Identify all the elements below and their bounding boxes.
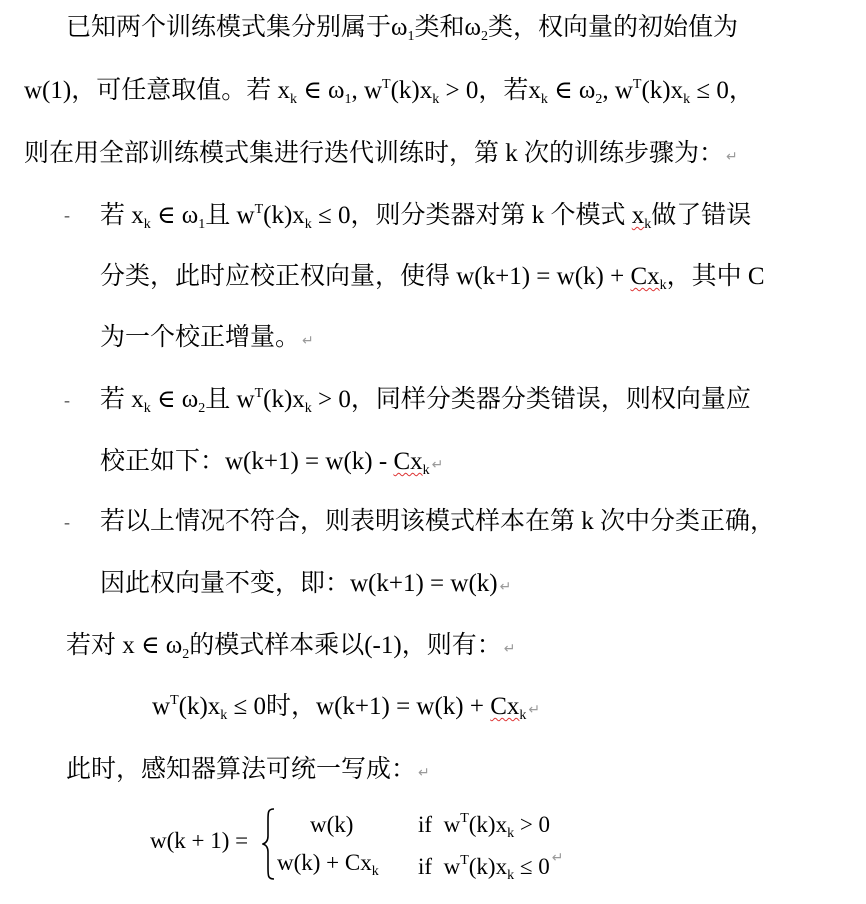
text: ，若 <box>478 77 529 104</box>
left-brace-icon <box>262 808 276 880</box>
sub: k <box>304 217 312 232</box>
sub: k <box>540 92 548 107</box>
condition-1 <box>277 77 479 107</box>
condition <box>131 386 206 416</box>
sub: k <box>644 217 652 232</box>
paragraph-mark: ↵ <box>302 333 314 349</box>
x: x <box>131 202 144 229</box>
cx: Cx <box>490 693 520 720</box>
rest: (k)x <box>263 202 305 229</box>
condition <box>236 202 351 232</box>
rest: (k)x <box>263 386 305 413</box>
bullet1-line1 <box>100 200 751 232</box>
formula1 <box>152 691 540 726</box>
text: 且 <box>205 202 231 229</box>
op: ≤ 0 <box>514 854 550 879</box>
text: 校正如下：w(k+1) = w(k) - <box>100 448 394 475</box>
bullet2-line1 <box>100 384 751 416</box>
sub: k <box>304 401 312 416</box>
sup: T <box>254 202 264 217</box>
bullet1-line3 <box>100 322 314 357</box>
text: 则在用全部训练模式集进行迭代训练时，第 k 次的训练步骤为： <box>24 140 725 167</box>
bullet-marker: - <box>64 390 70 410</box>
x: x <box>277 77 290 104</box>
formula2-lhs <box>150 828 248 854</box>
sub: 2 <box>198 401 206 416</box>
rest: (k)x <box>468 854 508 879</box>
sup: T <box>460 853 469 868</box>
paragraph-mark: ↵ <box>726 149 738 165</box>
op: ≤ 0 <box>690 77 729 104</box>
rest: (k)x <box>641 77 684 104</box>
bullet3-line1 <box>100 506 775 538</box>
sub: k <box>220 708 228 723</box>
paragraph-mark: ↵ <box>418 765 430 781</box>
sup: T <box>632 77 642 92</box>
text: 若 <box>100 202 126 229</box>
w: w <box>152 693 171 720</box>
sub: k <box>289 92 297 107</box>
text: 若以上情况不符合，则表明该模式样本在第 k 次中分类正确， <box>100 508 776 535</box>
op: > 0 <box>514 812 551 837</box>
sub: k <box>143 401 151 416</box>
text: 已知两个训练模式集分别属于 <box>66 14 392 41</box>
sup: T <box>460 811 469 826</box>
omega-symbol <box>464 14 488 44</box>
rest: (k)x <box>468 812 508 837</box>
rest: (k)x <box>390 77 433 104</box>
w: w <box>443 812 461 837</box>
op: > 0 <box>439 77 479 104</box>
in: ∈ ω <box>547 77 596 104</box>
formula2-case2-value <box>277 850 379 879</box>
w: w <box>443 854 461 879</box>
text: 因此权向量不变，即：w(k+1) = w(k) <box>100 570 498 597</box>
op: ≤ 0 <box>227 693 267 720</box>
condition <box>122 632 190 662</box>
sub: 1 <box>344 92 352 107</box>
formula2-case1-cond <box>418 811 551 841</box>
text: ，同样分类器分类错误，则权向量应 <box>350 386 751 413</box>
w: , w <box>602 77 633 104</box>
in: ∈ ω <box>150 202 199 229</box>
text: ，则分类器对第 k 个模式 <box>350 202 626 229</box>
w: w <box>236 202 255 229</box>
paragraph-mark: ↵ <box>528 702 541 718</box>
sub: 2 <box>182 647 190 662</box>
text: 且 <box>205 386 231 413</box>
paragraph-mark: ↵ <box>503 641 516 657</box>
condition <box>236 386 351 416</box>
bullet-marker: - <box>64 205 70 225</box>
text: 类，权向量的初始值为 <box>487 14 738 41</box>
sub: k <box>507 826 515 841</box>
in: ∈ ω <box>150 386 199 413</box>
omega-symbol <box>391 14 415 44</box>
omega: ω <box>464 14 481 41</box>
text: 的模式样本乘以(-1)，则有： <box>189 632 502 659</box>
x: x <box>631 202 645 229</box>
paragraph-mark: ↵ <box>499 579 512 595</box>
formula2-case1-value <box>310 812 353 838</box>
text: 此时，感知器算法可统一写成： <box>66 756 417 783</box>
sub: k <box>371 864 379 879</box>
sup: T <box>382 77 391 92</box>
in: ∈ ω <box>296 77 345 104</box>
sub: k <box>143 217 151 232</box>
sub: 2 <box>480 29 488 44</box>
bullet3-line2 <box>100 568 511 603</box>
paragraph-mark: ↵ <box>551 850 564 866</box>
sub: 2 <box>595 92 603 107</box>
value: w(k) + Cx <box>277 850 372 875</box>
text: 若 <box>100 386 126 413</box>
sub: k <box>432 92 440 107</box>
value: w(k) <box>310 812 354 837</box>
condition <box>131 202 206 232</box>
condition <box>152 693 267 723</box>
if: if <box>418 812 433 837</box>
text: w(1)，可任意取值。若 <box>24 77 272 104</box>
para1-line3 <box>24 138 738 173</box>
x: x <box>131 386 144 413</box>
text: 为一个校正增量。 <box>100 324 301 351</box>
cxk <box>393 448 430 478</box>
sub: k <box>683 92 691 107</box>
text: 类和 <box>414 14 465 41</box>
x: x <box>528 77 541 104</box>
bullet-marker: - <box>64 512 70 532</box>
sub: k <box>422 463 430 478</box>
cxk <box>630 263 667 293</box>
bullet2-line2 <box>100 446 443 481</box>
text: 分类，此时应校正权向量，使得 w(k+1) = w(k) + <box>100 263 631 290</box>
cx: Cx <box>630 263 660 290</box>
text: 时，w(k+1) = w(k) + <box>266 693 491 720</box>
omega: ω <box>391 14 408 41</box>
para1-line1 <box>66 12 738 44</box>
sup: T <box>254 386 264 401</box>
text: ，其中 C <box>666 263 765 290</box>
paragraph-mark: ↵ <box>431 457 444 473</box>
if: if <box>418 854 433 879</box>
text: 做了错误 <box>651 202 752 229</box>
text: ， <box>728 77 754 104</box>
sub: 1 <box>407 29 415 44</box>
para1-line2 <box>24 75 754 107</box>
lhs: w(k + 1) = <box>150 828 249 853</box>
op: ≤ 0 <box>311 202 351 229</box>
x: x ∈ ω <box>122 632 183 659</box>
w: w <box>236 386 255 413</box>
text: 若对 <box>66 632 117 659</box>
sub: 1 <box>198 217 206 232</box>
cxk <box>490 693 527 723</box>
sup: T <box>170 693 179 708</box>
rest: (k)x <box>178 693 221 720</box>
bullet1-line2 <box>100 261 765 293</box>
cx: Cx <box>393 448 423 475</box>
xk <box>631 202 652 232</box>
sub: k <box>519 708 527 723</box>
formula2-case2-cond <box>418 850 564 883</box>
op: > 0 <box>311 386 351 413</box>
condition-2 <box>528 77 729 107</box>
sub: k <box>659 278 667 293</box>
para2 <box>66 630 515 665</box>
w: , w <box>351 77 382 104</box>
para3 <box>66 754 430 789</box>
sub: k <box>507 868 515 883</box>
